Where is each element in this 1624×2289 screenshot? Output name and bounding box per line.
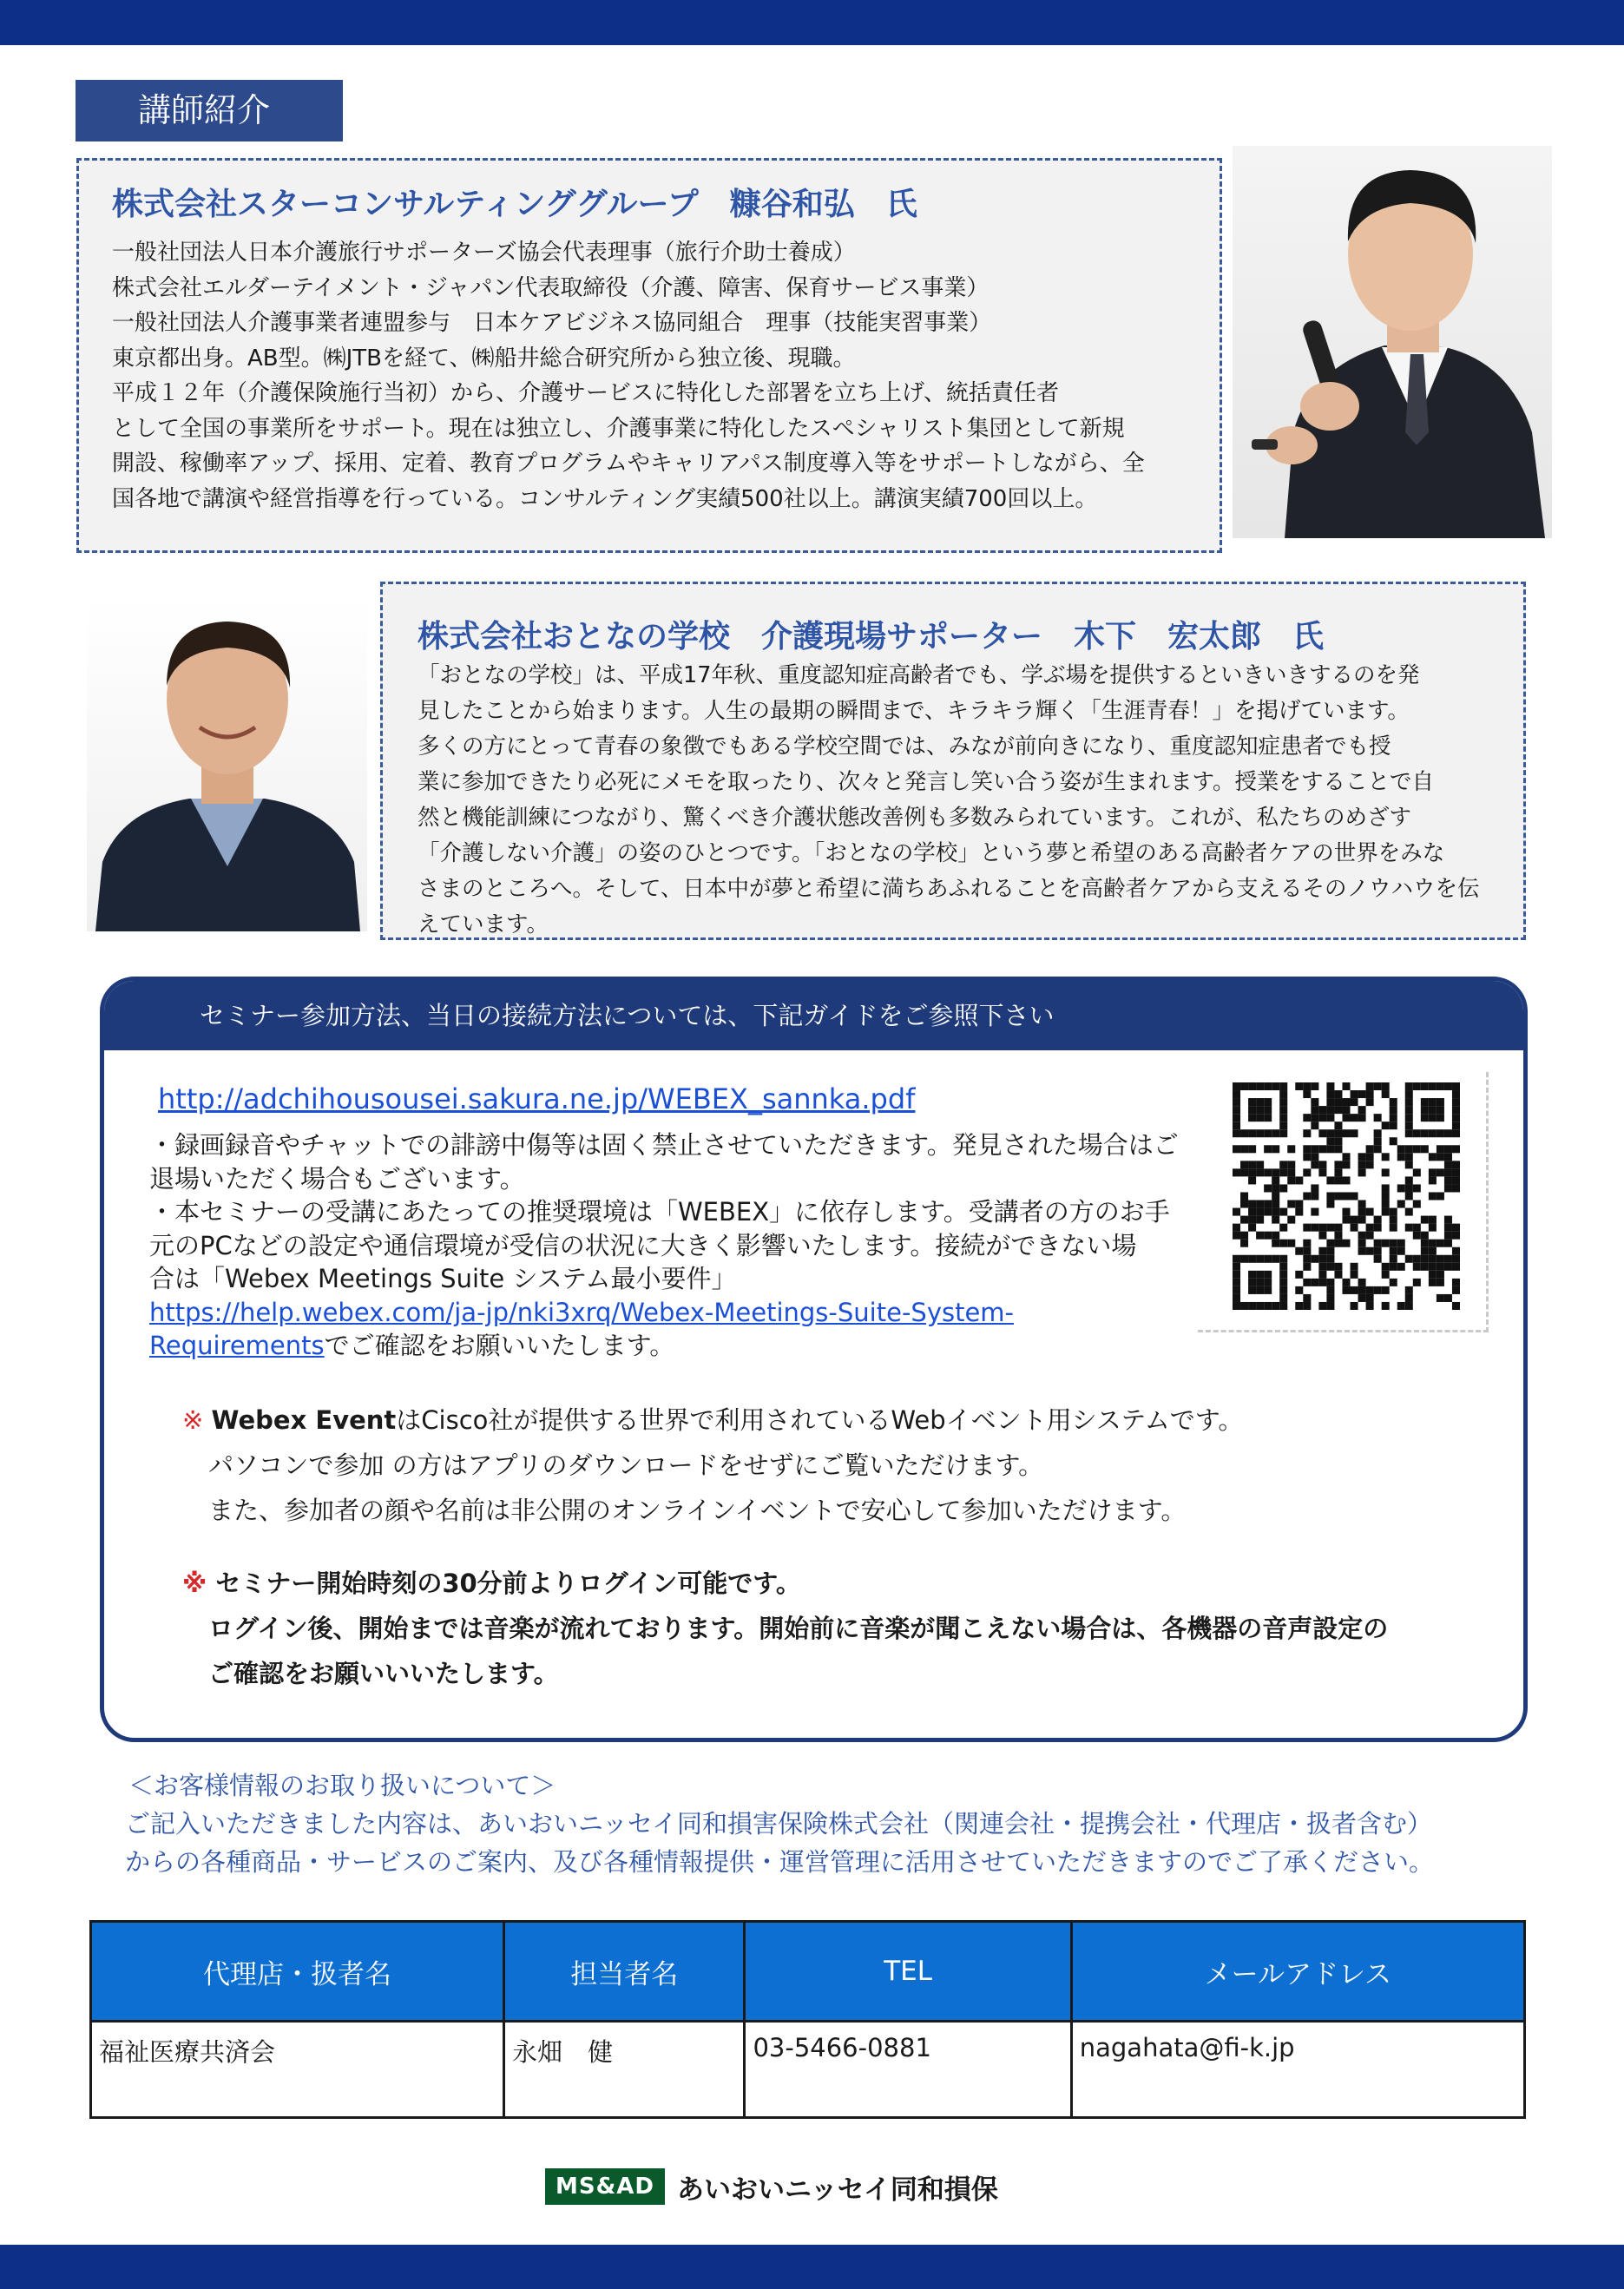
bio-line: 然と機能訓練につながり、驚くべき介護状態改善例も多数みられています。これが、私たちのめざす <box>418 805 1411 831</box>
privacy-text: からの各種商品・サービスのご案内、及び各種情報提供・運営管理に活用させていただきますのでご了承ください。 <box>125 1847 1435 1877</box>
company-logo <box>545 2167 998 2207</box>
bio-line: 一般社団法人介護事業者連盟参与 日本ケアビジネス協同組合 理事（技能実習事業） <box>112 310 992 336</box>
note-text: ご確認をお願いいいたします。 <box>208 1659 559 1688</box>
table-header: 代理店・扱者名 <box>91 1922 504 2022</box>
note-mark: ※ <box>182 1569 207 1598</box>
guide-pdf-link[interactable]: http://adchihousousei.sakura.ne.jp/WEBEX_sannka.pdf <box>158 1082 916 1115</box>
webex-requirements-link-2[interactable]: Requirements <box>149 1331 325 1360</box>
table-row <box>91 2022 1525 2118</box>
bio-line: 東京都出身。AB型。㈱JTBを経て、㈱船井総合研究所から独立後、現職。 <box>112 345 856 372</box>
lecturer-2-photo <box>87 597 367 931</box>
note-text: また、参加者の顔や名前は非公開のオンラインイベントで安心して参加いただけます。 <box>208 1496 1187 1525</box>
guide-body <box>149 1128 1278 1363</box>
guide-header: セミナー参加方法、当日の接続方法については、下記ガイドをご参照下さい <box>104 981 1523 1050</box>
bio-line: として全国の事業所をサポート。現在は独立し、介護事業に特化したスペシャリスト集団として新規 <box>112 415 1125 442</box>
bio-line: 平成１２年（介護保険施行当初）から、介護サービスに特化した部署を立ち上げ、統括責任者 <box>112 380 1059 406</box>
table-cell: 永畑 健 <box>503 2022 744 2118</box>
seminar-guide-panel <box>100 977 1528 1742</box>
top-band <box>0 0 1624 45</box>
bio-line: えています。 <box>418 911 549 937</box>
qr-code-frame <box>1198 1072 1489 1332</box>
note-mark: ※ <box>182 1405 204 1435</box>
webex-event-strong: Webex Event <box>211 1405 397 1435</box>
bio-line: さまのところへ。そして、日本中が夢と希望に満ちあふれることを高齢者ケアから支えるそのノウハウを伝 <box>418 876 1480 902</box>
table-header: メールアドレス <box>1071 1922 1524 2022</box>
lecturer-2-bio <box>418 658 1513 943</box>
bio-line: 一般社団法人日本介護旅行サポーターズ協会代表理事（旅行介助士養成） <box>112 240 856 266</box>
bio-line: 多くの方にとって青春の象徴でもある学校空間では、みなが前向きになり、重度認知症患者でも授 <box>418 733 1391 760</box>
note-text: はCisco社が提供する世界で利用されているWebイベント用システムです。 <box>396 1405 1244 1435</box>
lecturer-2-name: 株式会社おとなの学校 介護現場サポーター 木下 宏太郎 氏 <box>418 619 1325 654</box>
bio-line: 株式会社エルダーテイメント・ジャパン代表取締役（介護、障害、保育サービス事業） <box>112 274 990 301</box>
bio-line: 開設、稼働率アップ、採用、定着、教育プログラムやキャリアパス制度導入等をサポートしながら、全 <box>112 451 1145 477</box>
bottom-band <box>0 2245 1624 2289</box>
privacy-text: ご記入いただきました内容は、あいおいニッセイ同和損害保険株式会社（関連会社・提携会社・代理店・扱者含む） <box>125 1809 1432 1838</box>
section-tag-lecturers: 講師紹介 <box>76 80 343 141</box>
lecturer-1-photo <box>1233 146 1552 538</box>
guide-line: ・本セミナーの受講にあたっての推奨環境は「WEBEX」に依存します。受講者の方のお手 <box>149 1197 1170 1227</box>
note-text: ログイン後、開始までは音楽が流れております。開始前に音楽が聞こえない場合は、各機器の音声設定の <box>208 1614 1389 1643</box>
table-header: TEL <box>745 1922 1071 2022</box>
agent-table <box>89 1920 1526 2119</box>
bio-line: 「おとなの学校」は、平成17年秋、重度認知症高齢者でも、学ぶ場を提供するといきいきするのを発 <box>418 662 1420 688</box>
login-note <box>182 1561 1484 1696</box>
bio-line: 「介護しない介護」の姿のひとつです。「おとなの学校」という夢と希望のある高齢者ケアの世界をみな <box>418 840 1445 866</box>
lecturer-2-box <box>380 582 1526 940</box>
note-text: セミナー開始時刻の30分前よりログイン可能です。 <box>215 1569 801 1598</box>
table-header: 担当者名 <box>503 1922 744 2022</box>
webex-requirements-link-1[interactable]: https://help.webex.com/ja-jp/nki3xrq/Webex-Meetings-Suite-System- <box>149 1297 1015 1327</box>
guide-line: 退場いただく場合もございます。 <box>149 1163 525 1194</box>
bio-line: 見したことから始まります。人生の最期の瞬間まで、キラキラ輝く「生涯青春！」を掲げています。 <box>418 698 1410 724</box>
bio-line: 業に参加できたり必死にメモを取ったり、次々と発言し笑い合う姿が生まれます。授業をすることで自 <box>418 769 1434 795</box>
requirements-tail: でご確認をお願いいたします。 <box>324 1331 675 1360</box>
webex-event-note <box>182 1398 1441 1533</box>
logo-text: あいおいニッセイ同和損保 <box>676 2174 998 2206</box>
privacy-title: ＜お客様情報のお取り扱いについて＞ <box>128 1771 556 1800</box>
lecturer-1-bio <box>112 235 1207 516</box>
logo-mark: MS&AD <box>545 2168 665 2205</box>
note-text: パソコンで参加 の方はアプリのダウンロードをせずにご覧いただけます。 <box>208 1450 1044 1480</box>
guide-line: ・録画録音やチャットでの誹謗中傷等は固く禁止させていただきます。発見された場合はご <box>149 1130 1179 1160</box>
qr-code[interactable] <box>1233 1082 1460 1310</box>
guide-line: 合は「Webex Meetings Suite システム最小要件」 <box>149 1264 737 1293</box>
bio-line: 国各地で講演や経営指導を行っている。コンサルティング実績500社以上。講演実績700回以上。 <box>112 485 1098 512</box>
table-cell: 福祉医療共済会 <box>91 2022 504 2118</box>
table-cell: nagahata@fi-k.jp <box>1071 2022 1524 2118</box>
privacy-notice <box>125 1766 1604 1881</box>
lecturer-1-box <box>76 158 1222 553</box>
guide-line: 元のPCなどの設定や通信環境が受信の状況に大きく影響いたします。接続ができない場 <box>149 1230 1137 1260</box>
table-cell: 03-5466-0881 <box>745 2022 1071 2118</box>
lecturer-1-name: 株式会社スターコンサルティンググループ 糠谷和弘 氏 <box>112 187 917 222</box>
